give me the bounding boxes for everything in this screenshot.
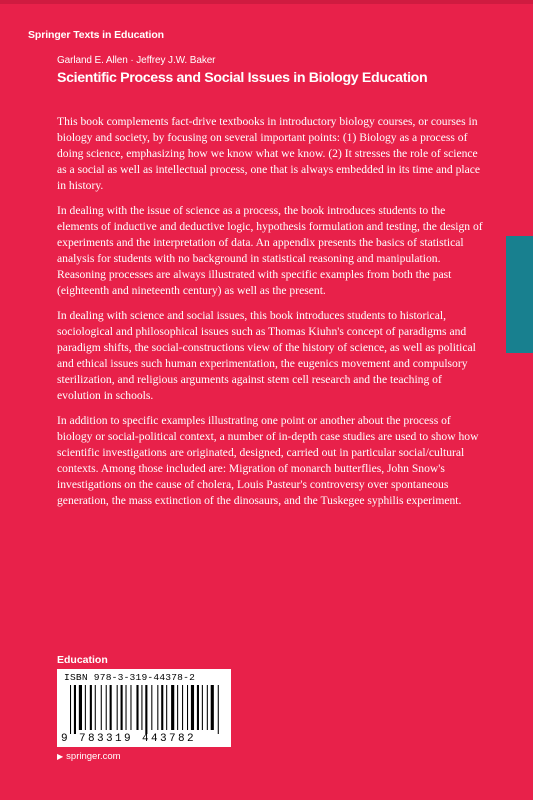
description-paragraph: This book complements fact-drive textbooks in introductory biology courses, or courses in biology and society, by focusing on several important points: (1) Biology as a process of doing science, emphasizing how we know what we know. (2) It stresses the role of science as a social as well as intellectual process, one that is always embedded in its time and place in history.	[57, 115, 481, 192]
barcode-bar	[161, 685, 163, 730]
barcode-bar	[182, 685, 183, 730]
authors: Garland E. Allen · Jeffrey J.W. Baker	[57, 55, 216, 66]
barcode-bar	[202, 685, 203, 730]
ean-digits: 9 783319 443782	[61, 733, 197, 745]
barcode-bar	[85, 685, 86, 730]
publisher-link[interactable]	[57, 751, 121, 762]
barcode-bar	[101, 685, 102, 730]
triangle-right-icon: ▶	[57, 752, 64, 761]
description-paragraph: In dealing with the issue of science as a process, the book introduces students to the elements of inductive and deductive logic, hypothesis formulation and testing, the design of experiments and the interpretation of data. An appendix presents the basics of statistical analysis for students with no background in statistical reasoning and manipulation. Reasoning processes are always illustrated with specific examples from both the past (eighteenth and nineteenth century) as well as the present.	[57, 204, 483, 297]
barcode-bar	[117, 685, 118, 730]
barcode-bar	[110, 685, 112, 730]
barcode-bar	[106, 685, 107, 730]
isbn-label: ISBN 978-3-319-44378-2	[64, 672, 196, 683]
barcode-bar	[187, 685, 188, 730]
isbn-barcode	[57, 669, 231, 747]
barcode-bar	[166, 685, 167, 730]
publisher-url: springer.com	[66, 751, 121, 762]
barcode-bar	[141, 685, 142, 730]
book-description	[57, 114, 487, 518]
description-paragraph: In addition to specific examples illustrating one point or another about the process of biology or social-political context, a number of in-depth case studies are used to show how scientific investigations are originated, designed, carried out in particular social/cultural contexts. Among those included are: Migration of monarch butterflies, John Snow's investigations on the cause of cholera, Louis Pasteur's controversy over spontaneous generation, the mass extinction of the dinosaurs, and the Tuskegee syphilis experiment.	[57, 414, 479, 507]
top-edge	[0, 0, 533, 4]
barcode-bar	[171, 685, 174, 730]
barcode-bar	[145, 685, 147, 734]
barcode-bar	[70, 685, 71, 734]
description-paragraph: In dealing with science and social issues, this book introduces students to historical, sociological and philosophical issues such as Thomas Kiuhn's concept of paradigms and paradigm shifts, the social-constructions view of the history of science, as well as political and ethical issues such human experimentation, the eugenics movement and compulsory sterilization, and religious arguments against stem cell research and the teaching of evolution in schools.	[57, 309, 476, 402]
barcode-bars-icon	[70, 685, 224, 734]
subject-category: Education	[57, 654, 108, 666]
barcode-bar	[79, 685, 82, 730]
spine-color-tab	[506, 236, 533, 353]
barcode-bar	[207, 685, 208, 730]
book-title: Scientific Process and Social Issues in Biology Education	[57, 70, 428, 86]
barcode-bar	[136, 685, 138, 730]
barcode-bar	[218, 685, 219, 734]
barcode-bar	[130, 685, 131, 730]
barcode-bar	[121, 685, 123, 730]
barcode-bar	[95, 685, 96, 730]
barcode-bar	[157, 685, 158, 730]
barcode-bar	[126, 685, 127, 730]
barcode-bar	[197, 685, 199, 730]
barcode-bar	[177, 685, 178, 730]
barcode-bar	[191, 685, 194, 730]
barcode-bar	[74, 685, 76, 734]
barcode-bar	[90, 685, 92, 730]
series-name: Springer Texts in Education	[28, 29, 164, 41]
barcode-bar	[211, 685, 214, 730]
barcode-bar	[151, 685, 152, 730]
